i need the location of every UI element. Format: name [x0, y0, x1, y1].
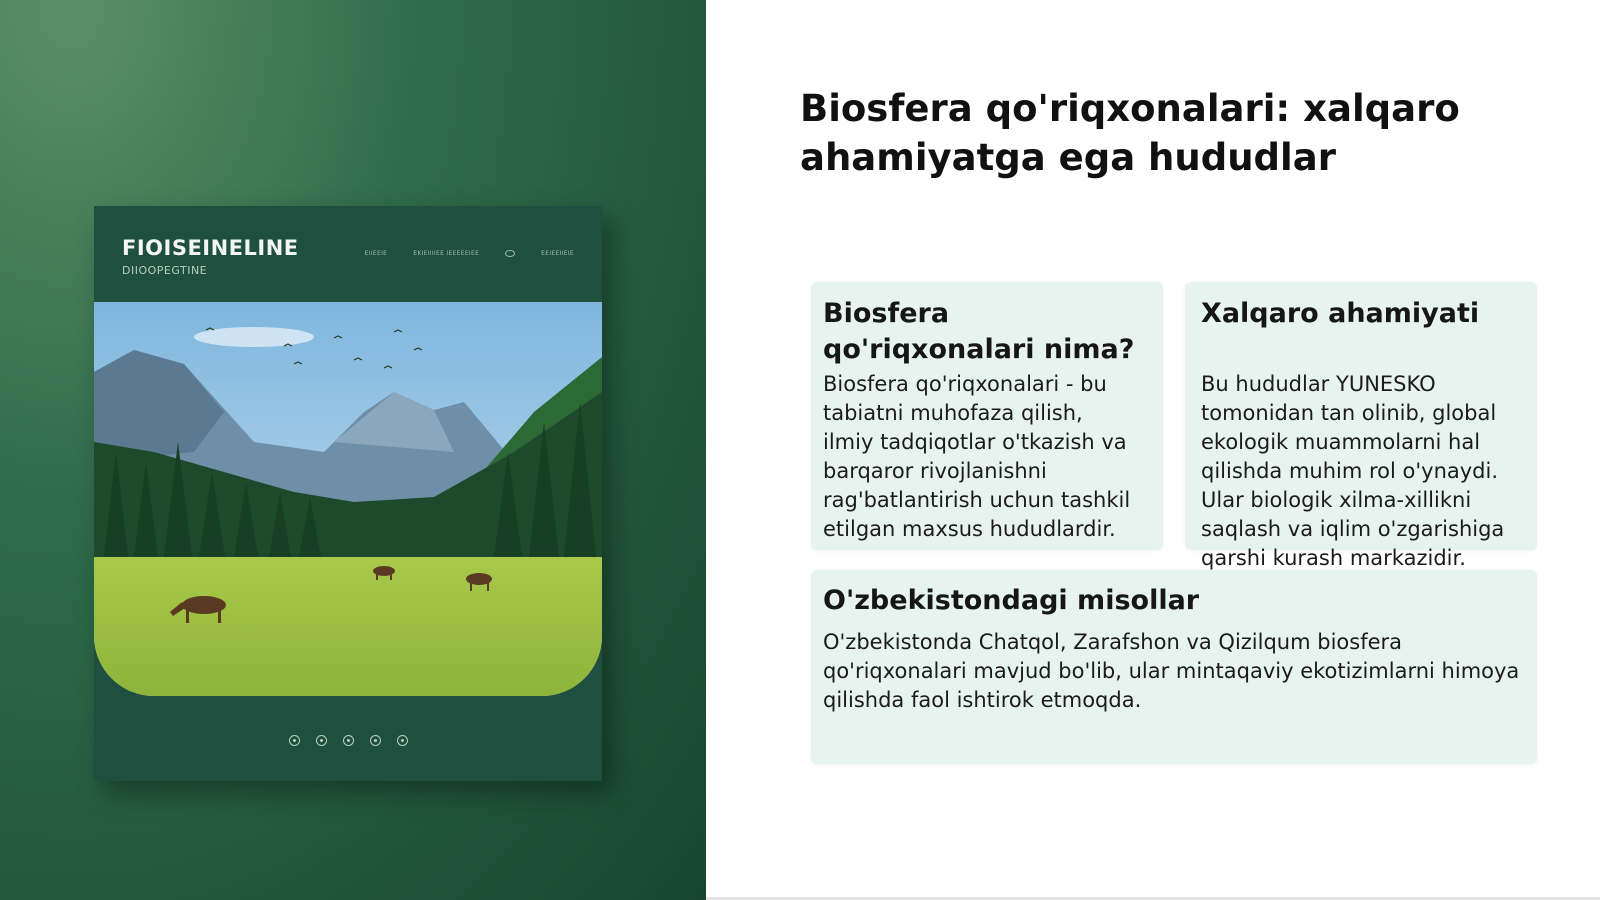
book-cover-mockup [94, 206, 602, 781]
book-nav-item: EIIEEIE [364, 250, 388, 257]
slide-title-line1: Biosfera qo'riqxonalari: xalqaro [800, 87, 1460, 130]
book-dot-icons [94, 735, 602, 746]
book-nav-item: EKIEIIIIEE IEEEEEIEE [413, 250, 480, 257]
landscape-illustration [94, 302, 602, 696]
dot-icon [289, 735, 300, 746]
card-international-text: Bu hududlar YUNESKO tomonidan tan olinib, global ekologik muammolarni hal qilishda muhim rol o'ynaydi. Ular biologik xilma-xillikni saqlash va iqlim o'zgarishiga qarshi kurash markazidir. [1201, 372, 1505, 570]
card-uzbekistan-text: O'zbekistonda Chatqol, Zarafshon va Qizilqum biosfera qo'riqxonalari mavjud bo'lib, ular mintaqaviy ekotizimlarni himoya qilishda faol ishtirok etmoqda. [823, 630, 1520, 712]
left-image-panel [0, 0, 706, 900]
book-brand-subtitle: DIIOOPEGTINE [122, 264, 208, 277]
dot-icon [343, 735, 354, 746]
card-international-title: Xalqaro ahamiyati [1201, 298, 1480, 329]
card-what-is-text: Biosfera qo'riqxonalari - bu tabiatni muhofaza qilish, ilmiy tadqiqotlar o'tkazish va barqaror rivojlanishni rag'batlantirish uchun tashkil etilgan maxsus hududlardir. [823, 372, 1131, 541]
slide-title-line2: ahamiyatga ega hududlar [800, 136, 1336, 179]
landscape-photo [94, 302, 602, 696]
dot-icon [397, 735, 408, 746]
slide-title [800, 84, 1520, 182]
card-uzbekistan-title: O'zbekistondagi misollar [823, 585, 1200, 616]
book-nav [365, 250, 574, 257]
book-nav-ring-icon [505, 250, 515, 257]
book-nav-item: EEIEEIIEIE [541, 250, 574, 257]
dot-icon [316, 735, 327, 746]
dot-icon [370, 735, 381, 746]
book-brand: FIOISEINELINE [122, 236, 299, 260]
book-header [94, 206, 602, 302]
card-what-is-title: Biosfera qo'riqxonalari nima? [823, 298, 1135, 365]
